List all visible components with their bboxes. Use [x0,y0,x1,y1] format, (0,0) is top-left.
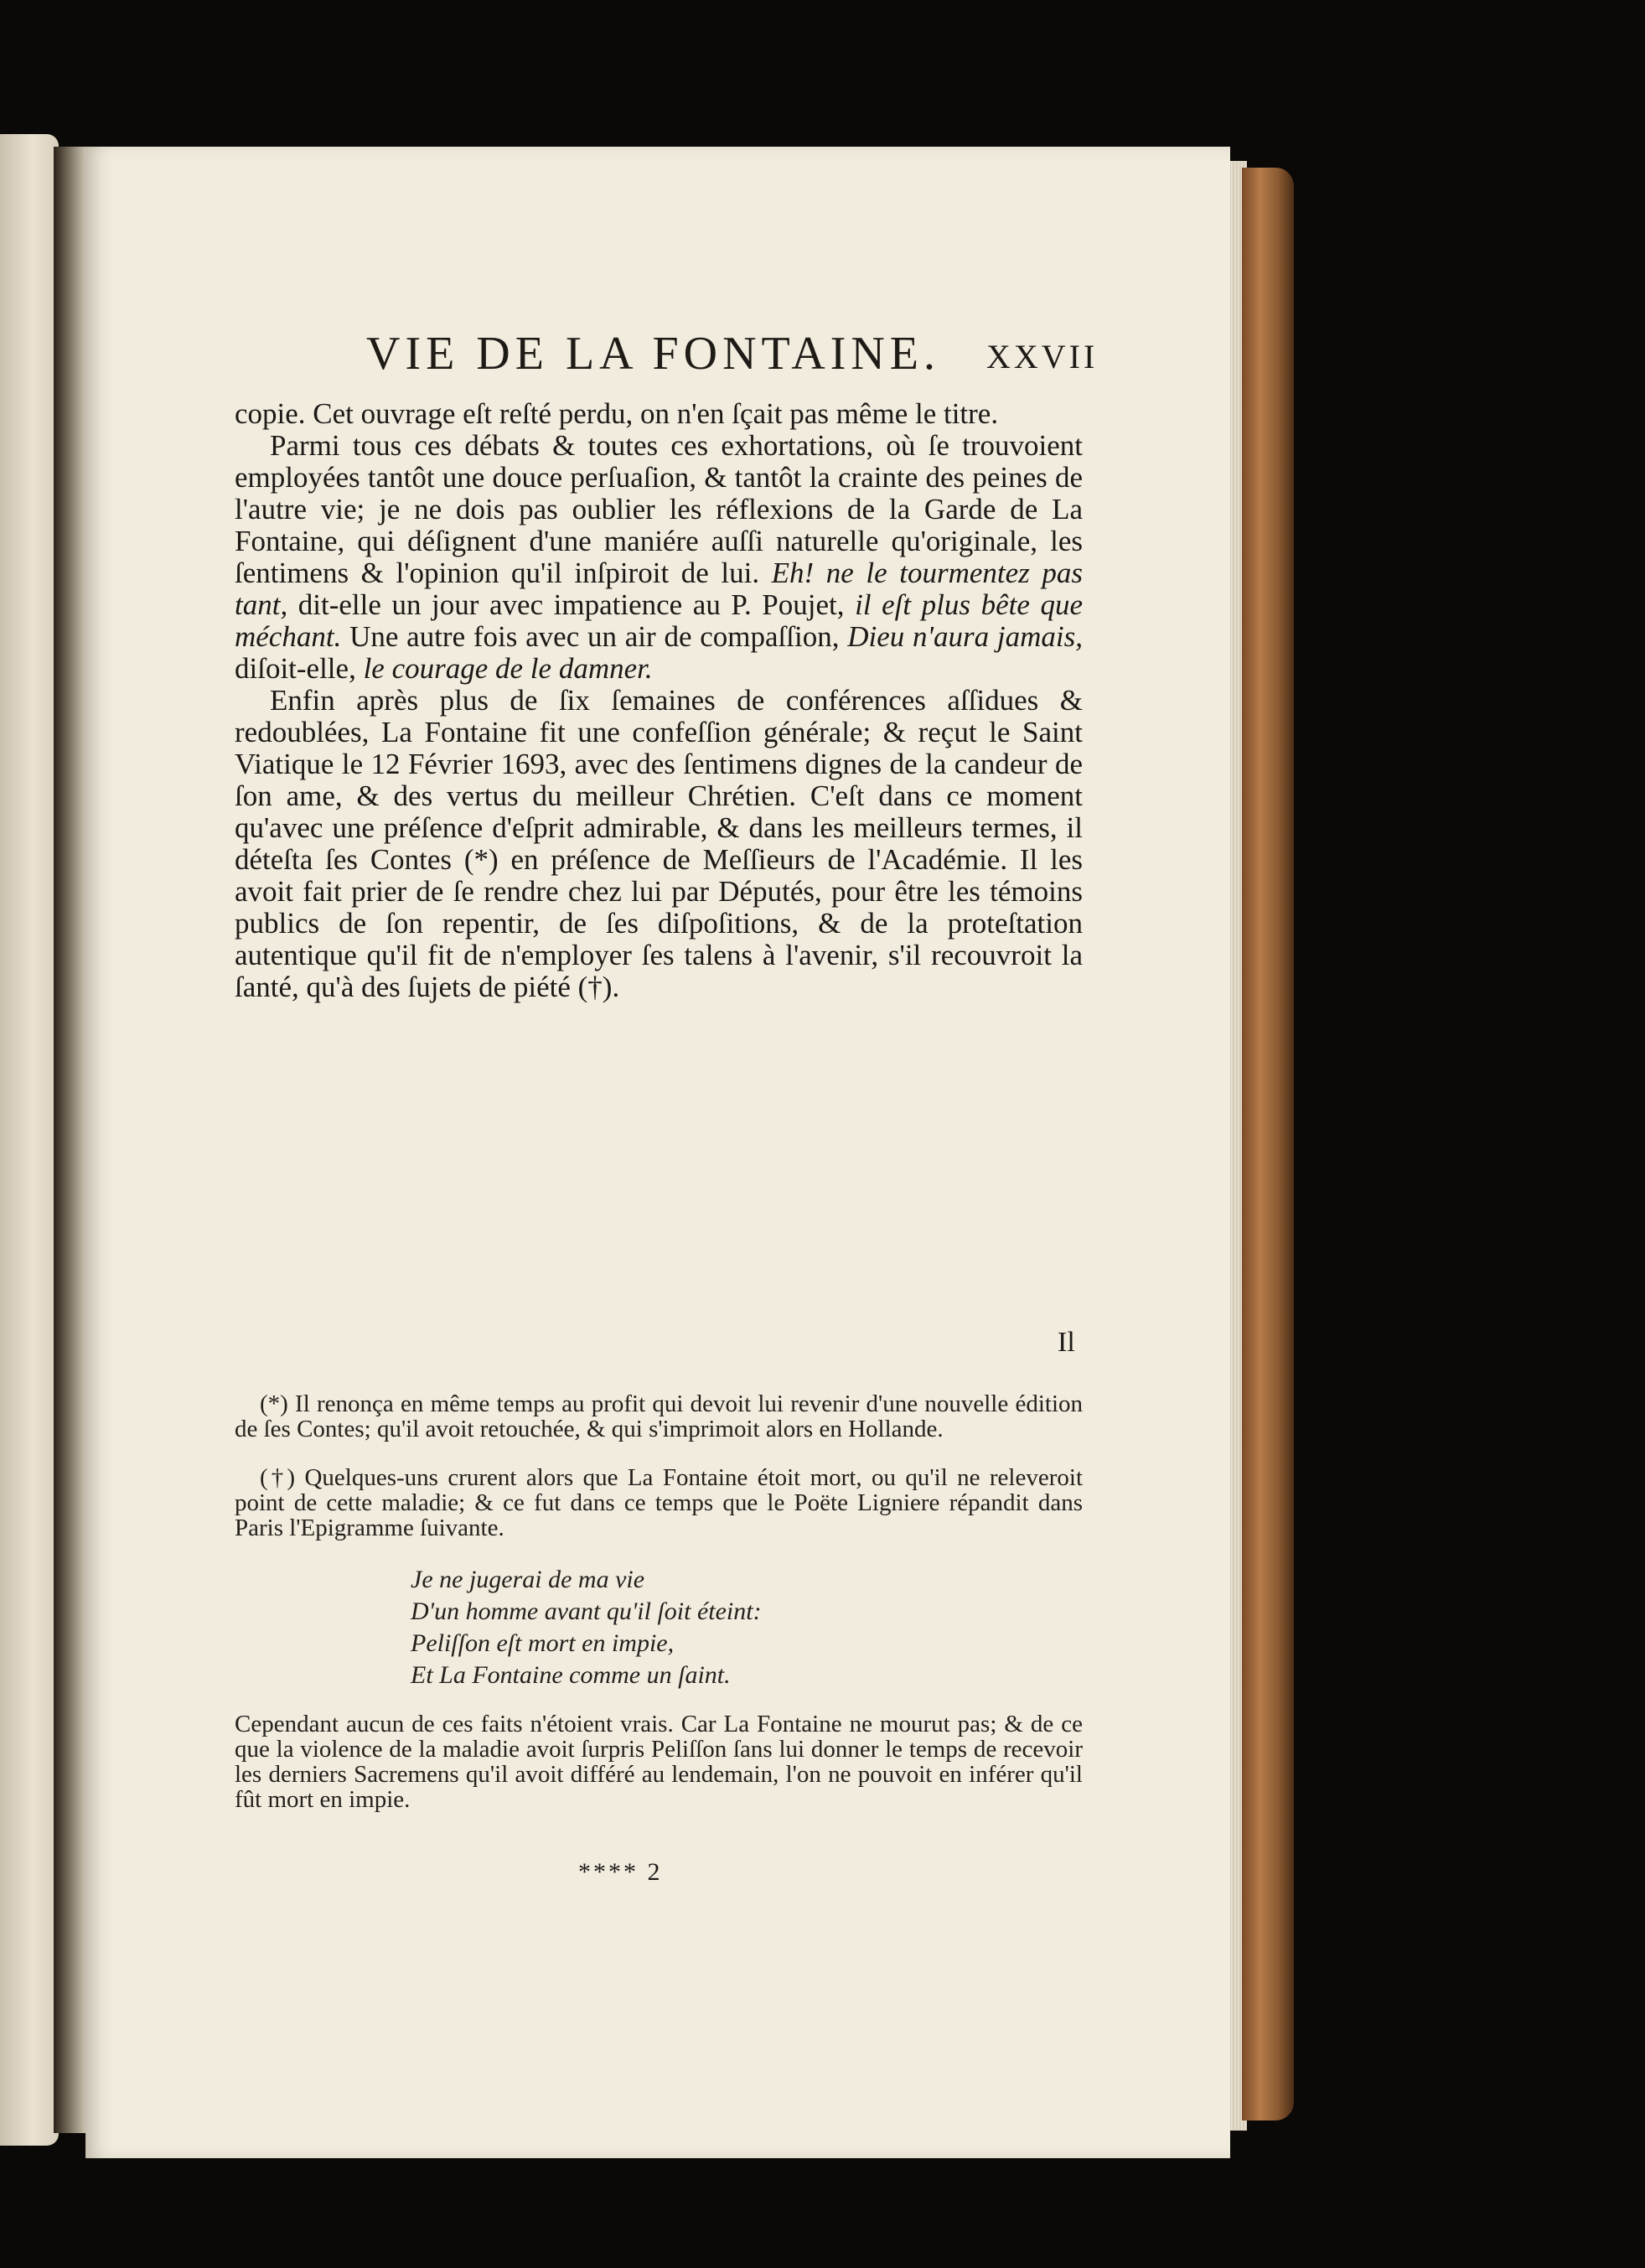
footnote-3: Cependant aucun de ces faits n'étoient vrais. Car La Fontaine ne mourut pas; & de ce que la violence de la maladie avoit ſurpris Peliſſon ſans lui donner le temps de recevoir les derniers Sacremens qu'il avoit différé au lendemain, l'on ne pouvoit en inférer qu'il fût mort en impie. [235,1711,1083,1813]
epigram-line: D'un homme avant qu'il ſoit éteint: [411,1597,762,1625]
paragraph-1: copie. Cet ouvrage eſt reſté perdu, on n'en ſçait pas même le titre. [235,397,999,430]
footnotes [235,1391,1083,1836]
signature-mark: **** 2 [578,1858,663,1886]
paragraph-2-text-d: diſoit-elle, [235,652,364,685]
book-page [85,147,1230,2158]
quote-3: Dieu n'aura jamais, [847,620,1083,653]
paragraph-2 [235,430,1083,685]
paragraph-2-text-c: Une autre fois avec un air de compaſſion, [341,620,848,653]
quote-1: Eh! ne le tourmentez pas tant, [235,557,1084,621]
epigram-line: Je ne jugerai de ma vie [411,1566,645,1593]
footnote-1: (*) Il renonça en même temps au profit qui devoit lui revenir d'une nouvelle édition de ſes Contes; qu'il avoit retouchée, & qui s'imprimoit alors en Hollande. [235,1390,1083,1442]
paragraph-3: Enfin après plus de ſix ſemaines de conférences aſſidues & redoublées, La Fontaine fit une confeſſion générale; & reçut le Saint Viatique le 12 Février 1693, avec des ſentimens dignes de la candeur de ſon ame, & des vertus du meilleur Chrétien. C'eſt dans ce moment qu'avec une préſence d'eſprit admirable, & dans les meilleurs termes, il déteſta ſes Contes (*) en préſence de Meſſieurs de l'Académie. Il les avoit fait prier de ſe rendre chez lui par Députés, pour être les témoins publics de ſon repentir, de ſes diſpoſitions, & de la proteſtation autentique qu'il fit de n'employer ſes talens à l'avenir, s'il recouvroit la ſanté, qu'à des ſujets de piété (†). [235,684,1083,1003]
book-gutter [54,147,89,2133]
quote-2: il eſt plus bête que méchant. [235,588,1083,653]
running-title: VIE DE LA FONTAINE. [366,328,940,380]
book-cover-edge [1242,168,1294,2120]
running-head [287,327,1099,394]
epigram [411,1564,1083,1691]
footnote-2: (†) Quelques-uns crurent alors que La Fontaine étoit mort, ou qu'il ne releveroit point de cette maladie; & ce fut dans ce temps que le Poëte Ligniere répandit dans Paris l'Epigramme ſuivante. [235,1464,1083,1541]
body-text [235,398,1083,1003]
epigram-line: Et La Fontaine comme un ſaint. [411,1661,731,1689]
facing-page-edge [0,134,59,2146]
catchword: Il [1058,1327,1075,1358]
paragraph-2-text-b: dit-elle un jour avec impatience au P. Poujet, [287,588,856,621]
epigram-line: Peliſſon eſt mort en impie, [411,1629,675,1657]
page-number: XXVII [986,338,1099,375]
quote-4: le courage de le damner. [363,652,653,685]
paragraph-2-text-a: Parmi tous ces débats & toutes ces exhortations, où ſe trouvoient employées tantôt une douce perſuaſion, & tantôt la crainte des peines de l'autre vie; je ne dois pas oublier les réflexions de la Garde de La Fontaine, qui déſignent d'une maniére auſſi naturelle qu'originale, les ſentimens & l'opinion qu'il inſpiroit de lui. [235,429,1083,589]
